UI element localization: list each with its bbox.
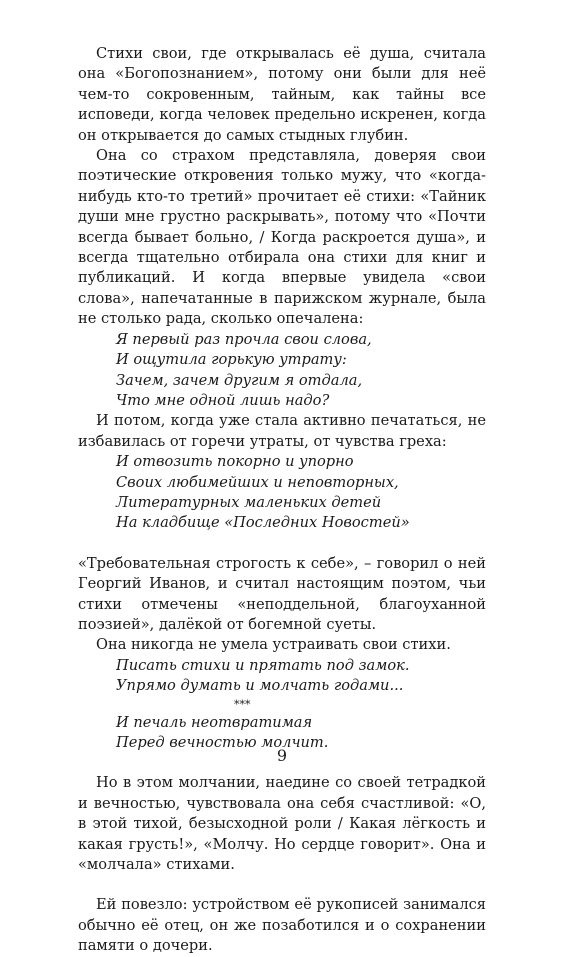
page-number: 9 — [276, 746, 288, 765]
paragraph-5: Она никогда не умела устраивать свои стихи. — [96, 636, 451, 654]
verse-block-1 — [78, 330, 486, 412]
section-separator: *** — [234, 697, 251, 711]
verse-line: И отвозить покорно и упорно — [116, 453, 354, 471]
verse-block-3 — [78, 656, 486, 754]
page-body — [78, 44, 486, 957]
verse-line: Литературных маленьких детей — [116, 493, 382, 511]
verse-line: Своих любимейших и неповторных, — [116, 473, 399, 491]
verse-line: Упрямо думать и молчать годами... — [116, 677, 404, 695]
verse-line: Писать стихи и прятать под замок. — [116, 656, 410, 674]
paragraph-3: И потом, когда уже стала активно печататься, не избавилась от горечи утраты, от чувства греха: — [78, 412, 486, 450]
paragraph-2: Она со страхом представляла, доверяя свои поэтические откровения только мужу, что «когда-нибудь кто-то третий» прочитает её стихи: «Тайник души мне грустно раскрывать», потому что «Почти всегда бывает больно, / Когда раскроется душа», и всегда тщательно отбирала она стихи для книг и публикаций. И когда впервые увидела «свои слова», напечатанные в парижском журнале, была не столько рада, сколько опечалена: — [78, 147, 486, 328]
verse-line: На кладбище «Последних Новостей» — [116, 514, 410, 532]
verse-line: Я первый раз прочла свои слова, — [116, 330, 372, 348]
paragraph-1: Стихи свои, где открывалась её душа, считала она «Богопознанием», потому они были для неё чем-то сокровенным, тайным, как тайны все исповеди, когда человек предельно искренен, когда он открывается до самых стыдных глубин. — [78, 45, 486, 144]
verse-line: И печаль неотвратимая — [116, 713, 313, 731]
blank-line — [78, 534, 486, 554]
verse-block-2 — [78, 452, 486, 534]
paragraph-6: Но в этом молчании, наедине со своей тетрадкой и вечностью, чувствовала она себя счастливой: «О, в этой тихой, безысходной роли / Какая лёгкость и какая грусть!», «Молчу. Но сердце говорит». Она и «молчала» стихами. — [78, 774, 486, 874]
paragraph-7: Ей повезло: устройством её рукописей занимался обычно её отец, он же позаботился и о сохранении памяти о дочери. — [78, 896, 486, 955]
paragraph-4: «Требовательная строгость к себе», – говорил о ней Георгий Иванов, и считал настоящим поэтом, чьи стихи отмечены «неподдельной, благоуханной поэзией», далёкой от богемной суеты. — [78, 554, 486, 633]
verse-line: И ощутила горькую утрату: — [116, 351, 347, 369]
verse-line: Зачем, зачем другим я отдала, — [116, 371, 363, 389]
verse-line: Что мне одной лишь надо? — [116, 391, 330, 409]
verse-line: Перед вечностью молчит. — [116, 734, 329, 751]
blank-line — [78, 875, 486, 895]
